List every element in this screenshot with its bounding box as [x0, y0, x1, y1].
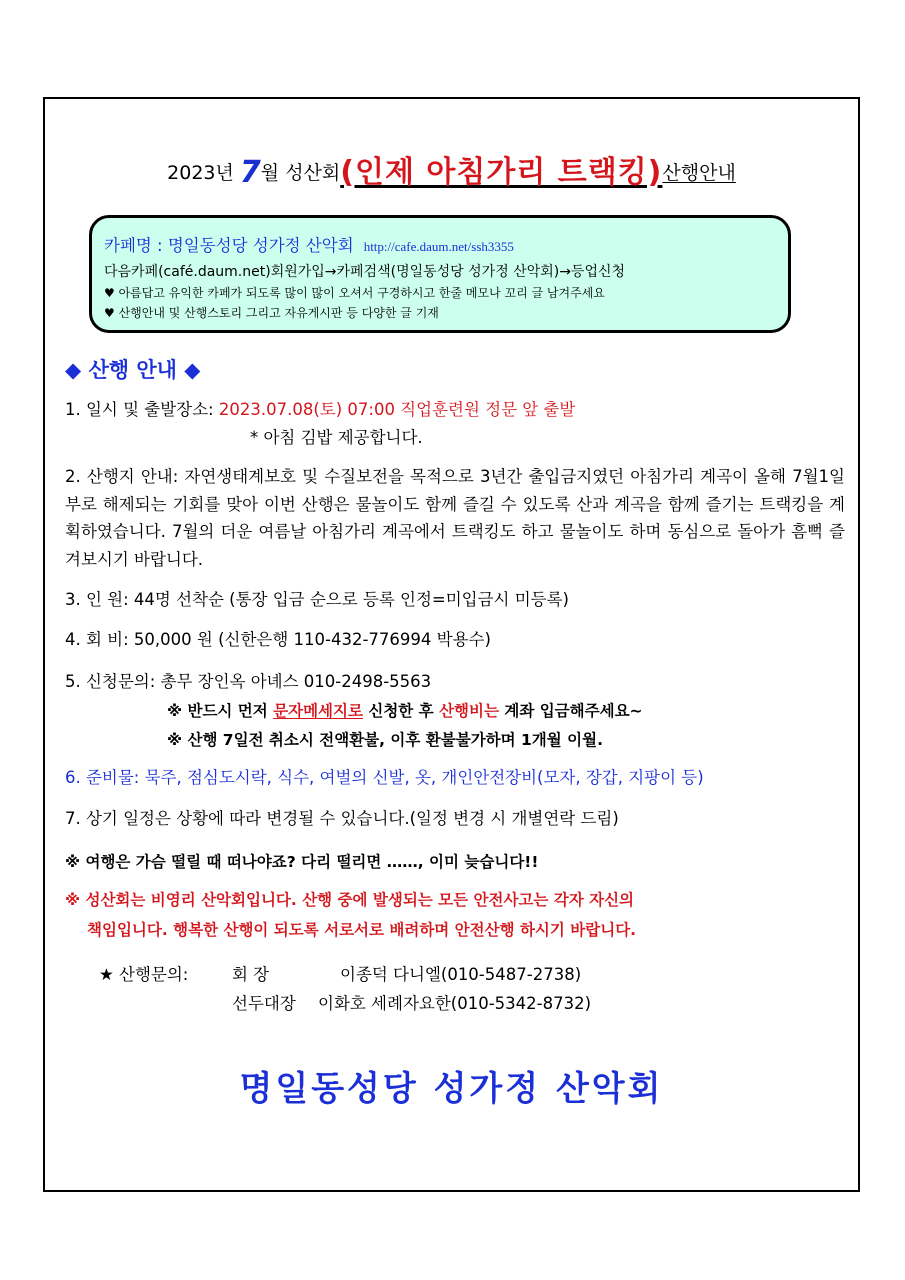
title-event-name: (인제 아침가리 트랙킹) [340, 155, 663, 190]
cafe-join-steps: 다음카페(café.daum.net)회원가입→카페검색(명일동성당 성가정 산악회)→등업신청 [104, 264, 626, 280]
club-name-footer: 명일동성당 성가정 산악회 [239, 1069, 664, 1109]
item-schedule-label: 1. 일시 및 출발장소: [65, 400, 219, 419]
cafe-url-link[interactable]: http://cafe.daum.net/ssh3355 [363, 239, 514, 254]
cafe-name-line [104, 232, 772, 256]
contact-role-president: 회 장 [232, 965, 270, 984]
title-month-number: 7 [239, 155, 261, 190]
cafe-name: 카페명 : 명일동성당 성가정 산악회 [104, 236, 354, 255]
notice-registration-part1: ※ 반드시 먼저 [167, 702, 274, 720]
safety-warning [65, 885, 855, 945]
item-participants: 3. 인 원: 44명 선착순 (통장 입금 순으로 등록 인정=미입금시 미등록) [65, 590, 569, 609]
notice-refund: ※ 산행 7일전 취소시 전액환불, 이후 환불불가하며 1개월 이월. [167, 731, 603, 749]
safety-warning-line2: 책임입니다. 행복한 산행이 되도록 서로서로 배려하며 안전산행 하시기 바랍니다. [87, 921, 637, 939]
contact-role-leader: 선두대장 [232, 994, 296, 1013]
item-inquiry: 5. 신청문의: 총무 장인옥 아녜스 010-2498-5563 [65, 672, 432, 691]
title-tail: 산행안내 [662, 162, 736, 184]
item-destination: 2. 산행지 안내: 자연생태계보호 및 수질보전을 목적으로 3년간 출입금지였던 아침가리 계곡이 올해 7월1일부로 해제되는 기회를 맞아 이번 산행은 물놀이도 함께 즐길 수 있도록 산과 계곡을 함께 즐기는 트랙킹을 계획하였습니다. 7월의 더운 여름날 아침가리 계곡에서 트랙킹도 하고 물놀이도 하며 동심으로 돌아가 흠뻑 즐겨보시기 바랍니다. [65, 467, 845, 569]
notice-registration-part3: 신청한 후 [362, 702, 440, 720]
item-fee: 4. 회 비: 50,000 원 (신한은행 110-432-776994 박용수) [65, 630, 491, 649]
cafe-note-2: ♥ 산행안내 및 산행스토리 그리고 자유게시판 등 다양한 글 기재 [104, 306, 439, 320]
notice-registration-part5: 계좌 입금해주세요~ [498, 702, 643, 720]
contact-label: ★ 산행문의: [99, 965, 189, 984]
safety-warning-line1: ※ 성산회는 비영리 산악회입니다. 산행 중에 발생되는 모든 안전사고는 각자 자신의 [65, 891, 635, 909]
cafe-note-1: ♥ 아름답고 유익한 카페가 되도록 많이 많이 오셔서 구경하시고 한줄 메모나 꼬리 글 남겨주세요 [104, 286, 605, 300]
item-schedule [65, 396, 575, 424]
travel-quote: ※ 여행은 가슴 떨릴 때 떠나야죠? 다리 떨리면 ……, 이미 늦습니다!! [65, 853, 539, 871]
notice-registration-sms: 문자메세지로 [273, 702, 363, 720]
title-year: 2023년 [167, 162, 240, 184]
item-schedule-note: * 아침 김밥 제공합니다. [250, 428, 423, 447]
notice-frame [43, 97, 860, 1192]
page-title [45, 147, 858, 191]
notice-registration-fee: 산행비는 [439, 702, 499, 720]
contact-name-leader: 이화호 세례자요한(010-5342-8732) [318, 994, 592, 1013]
title-month-suffix: 월 성산회 [260, 162, 341, 184]
item-schedule-change: 7. 상기 일정은 상황에 따라 변경될 수 있습니다.(일정 변경 시 개별연락 드림) [65, 809, 619, 828]
section-title: ◆ 산행 안내 ◆ [65, 358, 201, 382]
notice-registration [167, 699, 643, 721]
contact-name-president: 이종덕 다니엘(010-5487-2738) [340, 965, 582, 984]
item-schedule-value: 2023.07.08(토) 07:00 직업훈련원 정문 앞 출발 [218, 400, 576, 419]
item-supplies: 6. 준비물: 묵주, 점심도시락, 식수, 여벌의 신발, 옷, 개인안전장비(모자, 장갑, 지팡이 등) [65, 768, 704, 787]
cafe-info-box [89, 215, 791, 333]
